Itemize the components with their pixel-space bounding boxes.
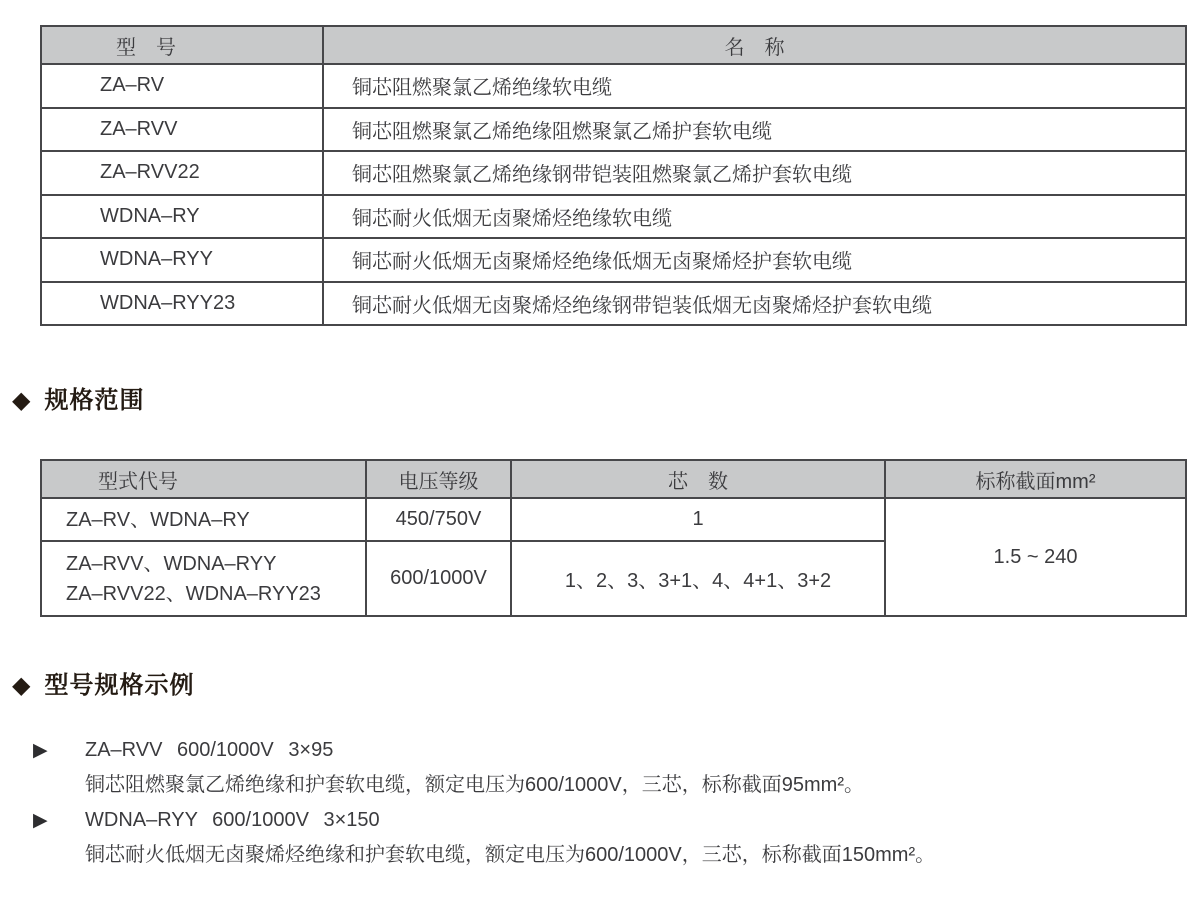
name-cell: 铜芯耐火低烟无卤聚烯烃绝缘钢带铠装低烟无卤聚烯烃护套软电缆 (323, 282, 1186, 326)
diamond-icon: ◆ (12, 387, 32, 414)
example-description: 铜芯耐火低烟无卤聚烯烃绝缘和护套软电缆，额定电压为600/1000V，三芯，标称截面150mm²。 (85, 844, 936, 866)
model-cell: ZA–RVV22 (41, 151, 323, 195)
example-title: WDNA–RYY 600/1000V 3×150 (85, 809, 380, 831)
table-header-row (41, 460, 1186, 498)
table-row (41, 498, 1186, 541)
model-cell: WDNA–RY (41, 195, 323, 239)
example-title: ZA–RVV 600/1000V 3×95 (85, 739, 334, 761)
model-cell: ZA–RV (41, 64, 323, 108)
model-column-header: 型 号 (41, 26, 323, 64)
model-cell: WDNA–RYY23 (41, 282, 323, 326)
cores-column-header: 芯 数 (511, 460, 885, 498)
example-item (33, 733, 1173, 803)
diamond-icon: ◆ (12, 672, 32, 699)
name-cell: 铜芯耐火低烟无卤聚烯烃绝缘软电缆 (323, 195, 1186, 239)
section-column-header: 标称截面mm² (885, 460, 1186, 498)
cores-cell: 1 (511, 498, 885, 541)
model-name-table (40, 25, 1187, 326)
section-range-cell: 1.5 ~ 240 (885, 498, 1186, 616)
table-row (41, 108, 1186, 152)
spec-range-table (40, 459, 1187, 617)
name-cell: 铜芯耐火低烟无卤聚烯烃绝缘低烟无卤聚烯烃护套软电缆 (323, 238, 1186, 282)
table-row (41, 195, 1186, 239)
model-example-heading-label: 型号规格示例 (44, 672, 195, 699)
spec-range-heading-label: 规格范围 (44, 387, 145, 414)
voltage-cell: 450/750V (366, 498, 511, 541)
model-cell: WDNA–RYY (41, 238, 323, 282)
type-code-column-header: 型式代号 (41, 460, 366, 498)
table-row (41, 282, 1186, 326)
name-cell: 铜芯阻燃聚氯乙烯绝缘软电缆 (323, 64, 1186, 108)
model-example-heading (12, 671, 194, 701)
example-list (33, 733, 1173, 873)
type-code-line: ZA–RVV22、WDNA–RYY23 (66, 582, 321, 605)
table-header-row (41, 26, 1186, 64)
name-column-header: 名 称 (323, 26, 1186, 64)
triangle-bullet-icon: ▶ (33, 740, 48, 761)
table-row (41, 238, 1186, 282)
voltage-cell: 600/1000V (366, 541, 511, 616)
name-cell: 铜芯阻燃聚氯乙烯绝缘阻燃聚氯乙烯护套软电缆 (323, 108, 1186, 152)
example-content (85, 733, 1173, 803)
type-code-line: ZA–RVV、WDNA–RYY (66, 552, 277, 575)
example-content (85, 803, 1173, 873)
cores-cell: 1、2、3、3+1、4、4+1、3+2 (511, 541, 885, 616)
table-row (41, 64, 1186, 108)
example-item (33, 803, 1173, 873)
voltage-column-header: 电压等级 (366, 460, 511, 498)
triangle-bullet-icon: ▶ (33, 810, 48, 831)
model-cell: ZA–RVV (41, 108, 323, 152)
example-description: 铜芯阻燃聚氯乙烯绝缘和护套软电缆，额定电压为600/1000V，三芯，标称截面95mm²。 (85, 774, 864, 796)
type-code-cell (41, 541, 366, 616)
spec-range-heading (12, 386, 144, 416)
table-row (41, 151, 1186, 195)
name-cell: 铜芯阻燃聚氯乙烯绝缘钢带铠装阻燃聚氯乙烯护套软电缆 (323, 151, 1186, 195)
type-code-cell: ZA–RV、WDNA–RY (41, 498, 366, 541)
